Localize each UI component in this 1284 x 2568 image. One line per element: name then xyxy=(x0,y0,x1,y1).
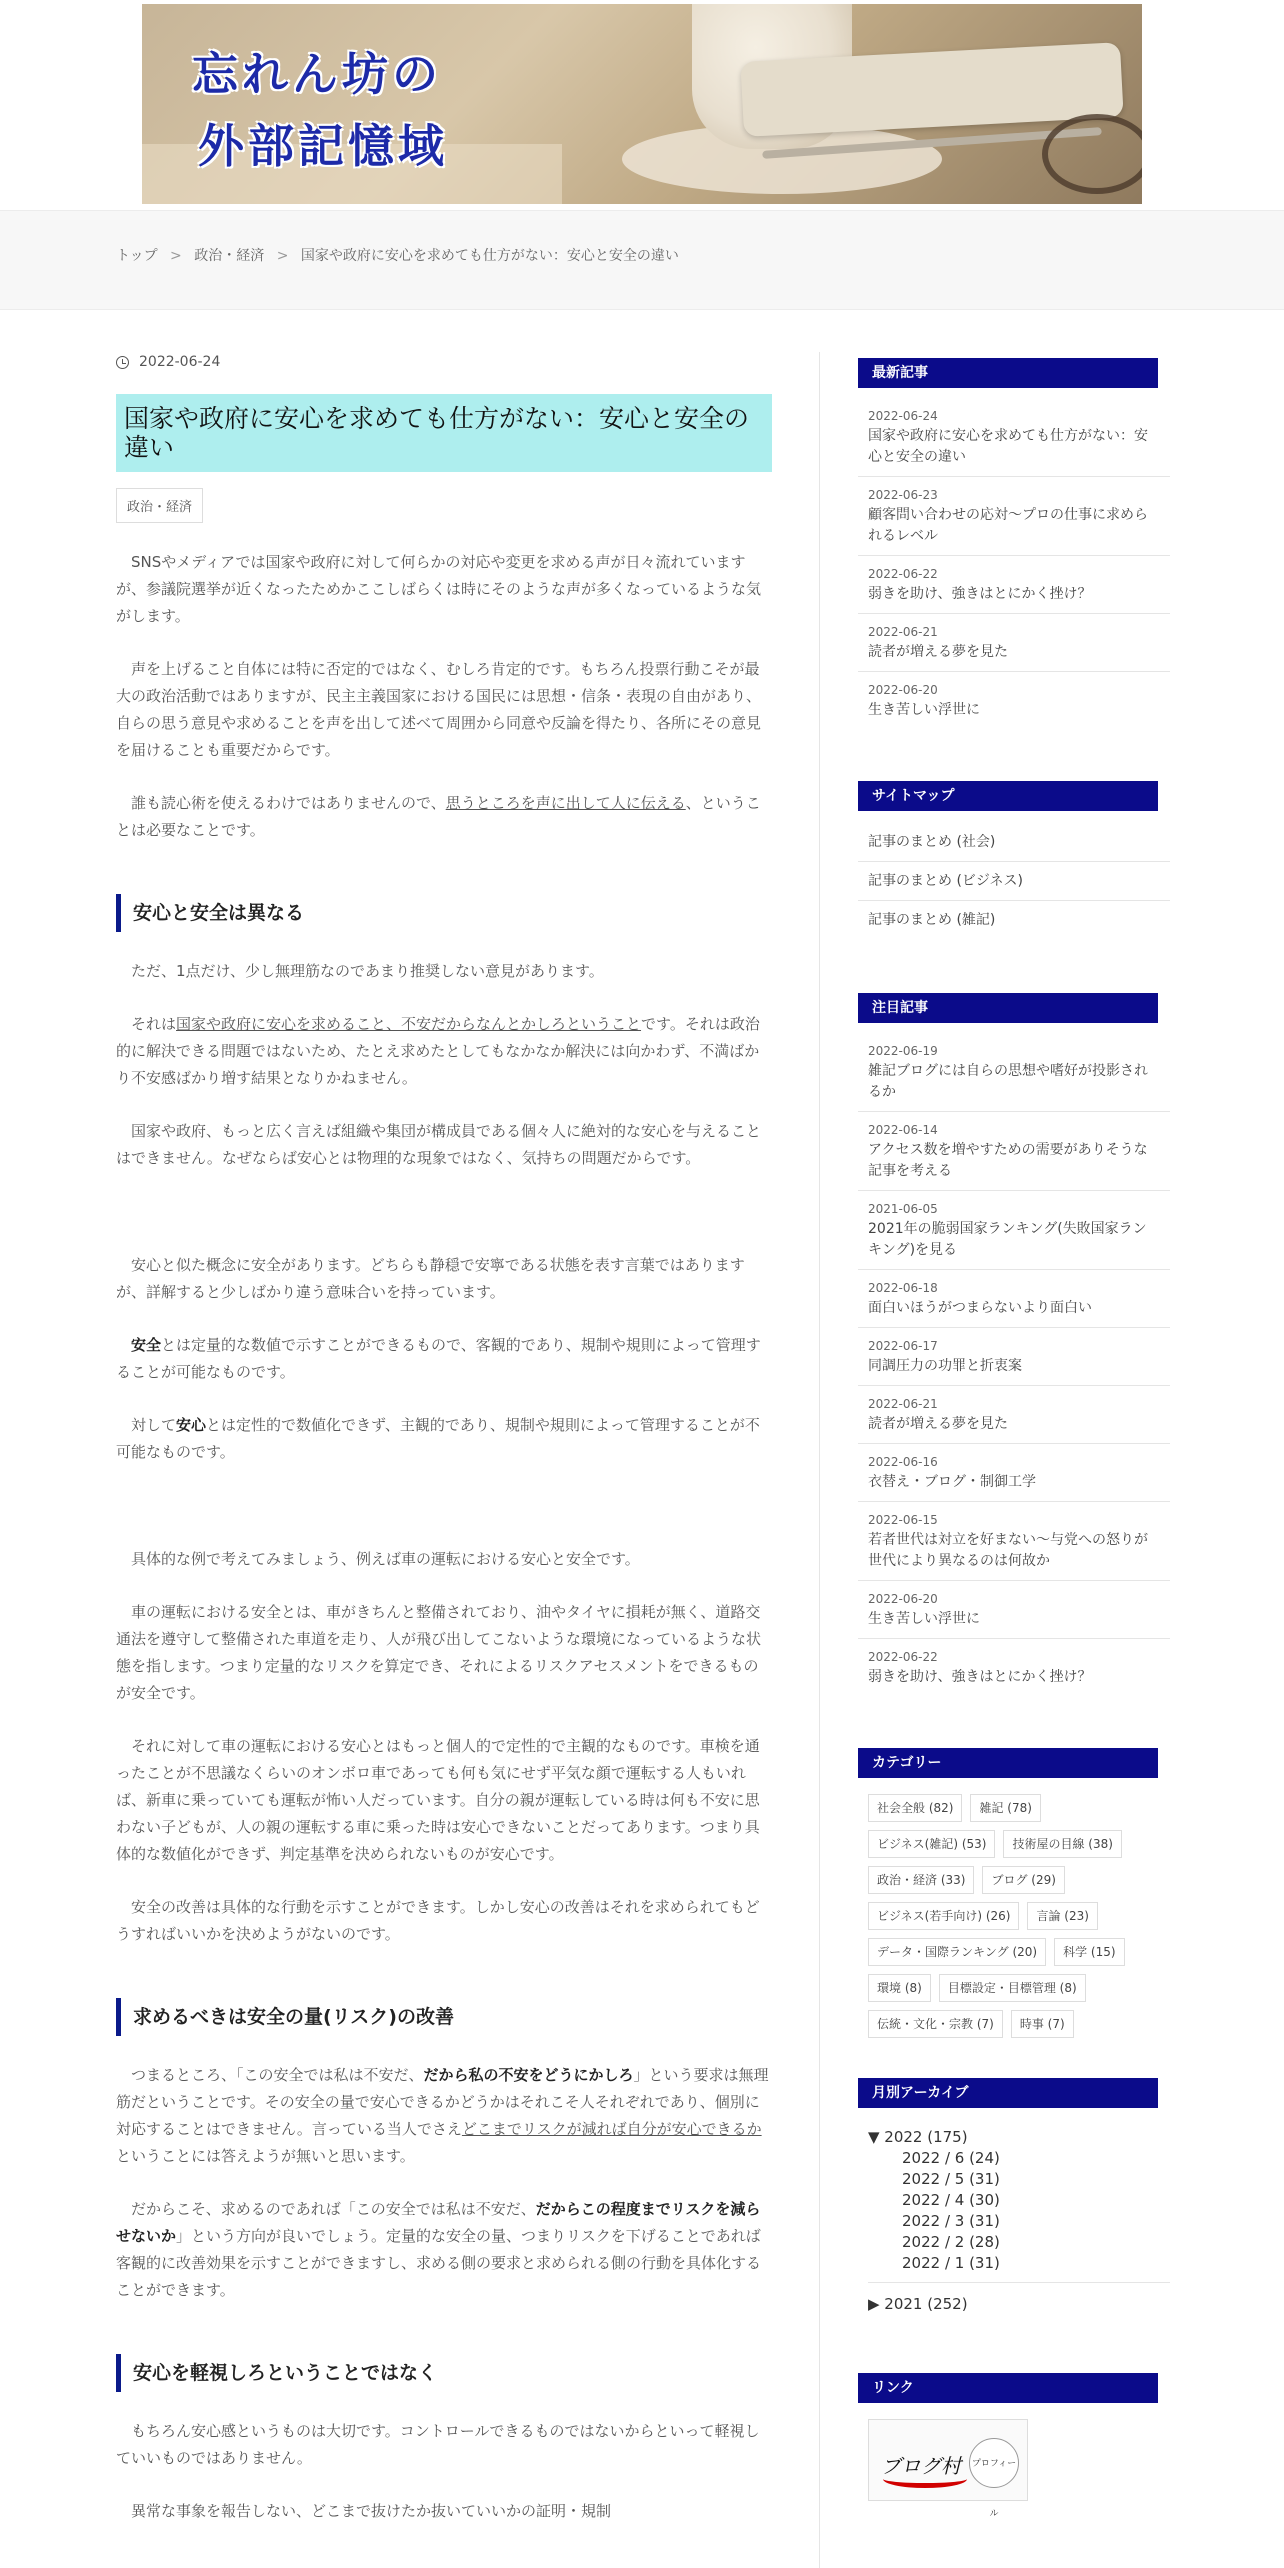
recent-post-item[interactable] xyxy=(858,614,1170,672)
section-heading: 求めるべきは安全の量(リスク)の改善 xyxy=(116,1998,772,2036)
featured-post-item[interactable] xyxy=(858,1581,1170,1639)
featured-post-title: アクセス数を増やすための需要がありそうな記事を考える xyxy=(868,1142,1148,1179)
category-tag[interactable]: 言論 (23) xyxy=(1027,1902,1097,1930)
paragraph: 具体的な例で考えてみましょう、例えば車の運転における安心と安全です。 xyxy=(131,1550,640,1568)
featured-post-date: 2021-06-05 xyxy=(868,1202,938,1216)
featured-post-title: 雑記ブログには自らの思想や嗜好が投影されるか xyxy=(868,1063,1148,1100)
category-tag[interactable]: 雑記 (78) xyxy=(970,1794,1040,1822)
section-heading: 安心を軽視しろということではなく xyxy=(116,2354,772,2392)
archive-month-link[interactable]: 2022 / 1 (31) xyxy=(902,2254,1000,2272)
paragraph: 車の運転における安全とは、車がきちんと整備されており、油やタイヤに損耗が無く、道路交通法を遵守して整備された車道を走り、人が飛び出してこないような環境になっているような状態を指します。つまり定量的なリスクを算定でき、それによるリスクアセスメントをできるものが安全です。 xyxy=(116,1603,762,1702)
underlined-text: どこまでリスクが減れば自分が安心できるか xyxy=(461,2120,762,2138)
category-tag[interactable]: 政治・経済 (33) xyxy=(868,1866,974,1894)
text: 誰も読心術を使えるわけではありませんので、 xyxy=(131,794,446,812)
sitemap-list xyxy=(858,823,1170,939)
recent-post-item[interactable] xyxy=(858,477,1170,556)
paragraph: 安心と似た概念に安全があります。どちらも静穏で安寧である状態を表す言葉ではありますが、詳解すると少しばかり違う意味合いを持っています。 xyxy=(116,1256,745,1301)
featured-post-date: 2022-06-16 xyxy=(868,1455,938,1469)
paragraph: 国家や政府、もっと広く言えば組織や集団が構成員である個々人に絶対的な安心を与えることはできません。なぜならば安心とは物理的な現象ではなく、気持ちの問題だからです。 xyxy=(116,1122,762,1167)
archive-month-link[interactable]: 2022 / 6 (24) xyxy=(902,2149,1000,2167)
section-heading: 安心と安全は異なる xyxy=(116,894,772,932)
archive-month-link[interactable]: 2022 / 2 (28) xyxy=(902,2233,1000,2251)
archive-year-group xyxy=(868,2126,1170,2283)
banner-glasses xyxy=(1042,114,1142,194)
badge-profile: プロフィール xyxy=(969,2438,1019,2488)
breadcrumb-band xyxy=(0,210,1284,310)
text: だからこそ、求めるのであれば「この安全では私は不安だ、 xyxy=(131,2200,536,2218)
text: ということには答えようが無いと思います。 xyxy=(116,2147,415,2165)
site-banner[interactable] xyxy=(142,4,1142,204)
widget-title-links: リンク xyxy=(858,2373,1158,2403)
paragraph: 安全の改善は具体的な行動を示すことができます。しかし安心の改善はそれを求められてもどうすればいいかを決めようがないのです。 xyxy=(116,1898,760,1943)
sitemap-link[interactable]: 記事のまとめ (ビジネス) xyxy=(858,862,1170,901)
featured-post-title: 2021年の脆弱国家ランキング(失敗国家ランキング)を見る xyxy=(868,1221,1147,1258)
widget-title-categories: カテゴリー xyxy=(858,1748,1158,1778)
recent-post-date: 2022-06-23 xyxy=(868,488,938,502)
featured-post-title: 面白いほうがつまらないより面白い xyxy=(868,1300,1092,1316)
category-tag[interactable]: 伝統・文化・宗教 (7) xyxy=(868,2010,1003,2038)
archive-month-link[interactable]: 2022 / 3 (31) xyxy=(902,2212,1000,2230)
breadcrumb-separator: > xyxy=(170,248,182,264)
featured-post-title: 読者が増える夢を見た xyxy=(868,1416,1008,1432)
category-tag[interactable]: 目標設定・目標管理 (8) xyxy=(939,1974,1086,2002)
logo-line-1: 忘れん坊の xyxy=(192,47,442,101)
site-logo[interactable] xyxy=(192,38,448,182)
featured-post-date: 2022-06-15 xyxy=(868,1513,938,1527)
featured-post-date: 2022-06-20 xyxy=(868,1592,938,1606)
paragraph: SNSやメディアでは国家や政府に対して何らかの対応や変更を求める声が日々流れていますが、参議院選挙が近くなったためかここしばらくは時にそのような声が多くなっているような気がします。 xyxy=(116,553,762,625)
bold-text: 安心 xyxy=(176,1416,207,1434)
featured-post-item[interactable] xyxy=(858,1328,1170,1386)
featured-post-title: 衣替え・ブログ・制御工学 xyxy=(868,1474,1036,1490)
sitemap-link[interactable]: 記事のまとめ (社会) xyxy=(858,823,1170,862)
text: それは xyxy=(131,1015,177,1033)
underlined-text: 思うところを声に出して人に伝える xyxy=(445,794,686,812)
spacer xyxy=(116,1172,772,1226)
category-tag[interactable]: ビジネス(雑記) (53) xyxy=(868,1830,995,1858)
paragraph: 異常な事象を報告しない、どこまで抜けたか抜いていいかの証明・規制 xyxy=(131,2502,612,2520)
text: です。それは政治的に解決できる問題ではないため、たとえ求めたとしてもなかなか解決には向かわず、不満ばかり不安感ばかり増す結果となりかねません。 xyxy=(116,1015,760,1087)
featured-posts-list xyxy=(858,1033,1170,1696)
recent-post-date: 2022-06-24 xyxy=(868,409,938,423)
widget-title-recent: 最新記事 xyxy=(858,358,1158,388)
breadcrumb-current: 国家や政府に安心を求めても仕方がない：安心と安全の違い xyxy=(300,248,679,264)
text: 」という要求は無理筋だということです。その安全の量で安心できるかどうかはそれこそ人それぞれであり、個別に対応することはできません。言っている当人でさえ xyxy=(116,2066,769,2138)
featured-post-item[interactable] xyxy=(858,1386,1170,1444)
recent-post-item[interactable] xyxy=(858,556,1170,614)
underlined-text: 国家や政府に安心を求めること、不安だからなんとかしろということ xyxy=(176,1015,642,1033)
sidebar xyxy=(858,358,1170,2519)
category-tag[interactable]: ブログ (29) xyxy=(982,1866,1064,1894)
category-tag-cloud xyxy=(858,1794,1168,2038)
breadcrumb-category-link[interactable]: 政治・経済 xyxy=(194,248,265,264)
recent-post-item[interactable] xyxy=(858,672,1170,729)
badge-swoosh xyxy=(883,2470,967,2488)
archive-year-toggle[interactable]: ▶ 2021 (252) xyxy=(868,2295,968,2313)
featured-post-title: 若者世代は対立を好まない～与党への怒りが世代により異なるのは何故か xyxy=(868,1532,1148,1569)
breadcrumb-home-link[interactable]: トップ xyxy=(116,248,158,264)
archive-year-toggle[interactable]: ▼ 2022 (175) xyxy=(868,2128,968,2146)
featured-post-item[interactable] xyxy=(858,1191,1170,1270)
bold-text: 安全 xyxy=(131,1336,162,1354)
recent-post-title: 弱きを助け、強きはとにかく挫け？ xyxy=(868,586,1092,602)
bold-text: だからこの程度までリスクを減らせないか xyxy=(116,2200,761,2245)
recent-post-item[interactable] xyxy=(858,398,1170,477)
clock-icon xyxy=(116,356,129,369)
text: つまるところ、「この安全では私は不安だ、 xyxy=(131,2066,424,2084)
text: 」という方向が良いでしょう。定量的な安全の量、つまりリスクを下げることであれば客観的に改善効果を示すことができますし、求める側の要求と求められる側の行動を具体化することができます。 xyxy=(116,2227,762,2299)
breadcrumb xyxy=(116,245,687,265)
text: 、ということは必要なことです。 xyxy=(116,794,761,839)
recent-post-date: 2022-06-22 xyxy=(868,567,938,581)
featured-post-title: 同調圧力の功罪と折衷案 xyxy=(868,1358,1022,1374)
post-date xyxy=(116,352,772,372)
paragraph xyxy=(116,1412,772,1466)
category-tag[interactable]: 技術屋の目線 (38) xyxy=(1003,1830,1121,1858)
text: とは定量的な数値で示すことができるもので、客観的であり、規制や規則によって管理することが可能なものです。 xyxy=(116,1336,761,1381)
category-tag[interactable]: 社会全般 (82) xyxy=(868,1794,962,1822)
paragraph xyxy=(116,2196,772,2304)
category-tag[interactable]: 環境 (8) xyxy=(868,1974,931,2002)
blogmura-badge[interactable] xyxy=(868,2419,1028,2519)
text: とは定性的で数値化できず、主観的であり、規制や規則によって管理することが不可能なものです。 xyxy=(116,1416,760,1461)
logo-line-2: 外部記憶域 xyxy=(198,119,448,173)
bold-text: だから私の不安をどうにかしろ xyxy=(423,2066,634,2084)
widget-title-sitemap: サイトマップ xyxy=(858,781,1158,811)
recent-post-title: 国家や政府に安心を求めても仕方がない：安心と安全の違い xyxy=(868,428,1148,465)
category-tag[interactable]: 時事 (7) xyxy=(1011,2010,1074,2038)
featured-post-item[interactable] xyxy=(858,1270,1170,1328)
recent-post-date: 2022-06-21 xyxy=(868,625,938,639)
post-title: 国家や政府に安心を求めても仕方がない：安心と安全の違い xyxy=(116,394,772,472)
paragraph: もちろん安心感というものは大切です。コントロールできるものではないからといって軽視していいものではありません。 xyxy=(116,2422,760,2467)
recent-post-date: 2022-06-20 xyxy=(868,683,938,697)
badge-text: ブログ村 xyxy=(881,2454,961,2478)
featured-post-item[interactable] xyxy=(858,1112,1170,1191)
featured-post-item[interactable] xyxy=(858,1502,1170,1581)
recent-post-title: 生き苦しい浮世に xyxy=(868,702,980,718)
archive-month-link[interactable]: 2022 / 5 (31) xyxy=(902,2170,1000,2188)
featured-post-title: 生き苦しい浮世に xyxy=(868,1611,980,1627)
column-divider xyxy=(819,352,820,2568)
widget-title-archive: 月別アーカイブ xyxy=(858,2078,1158,2108)
featured-post-date: 2022-06-21 xyxy=(868,1397,938,1411)
recent-post-title: 読者が増える夢を見た xyxy=(868,644,1008,660)
featured-post-date: 2022-06-19 xyxy=(868,1044,938,1058)
text: 対して xyxy=(131,1416,177,1434)
featured-post-item[interactable] xyxy=(858,1033,1170,1112)
archive-month-link[interactable]: 2022 / 4 (30) xyxy=(902,2191,1000,2209)
recent-post-title: 顧客問い合わせの応対～プロの仕事に求められるレベル xyxy=(868,507,1148,544)
sitemap-link[interactable]: 記事のまとめ (雑記) xyxy=(868,912,996,928)
paragraph xyxy=(116,790,772,844)
widget-title-featured: 注目記事 xyxy=(858,993,1158,1023)
featured-post-date: 2022-06-18 xyxy=(868,1281,938,1295)
breadcrumb-separator: > xyxy=(276,248,289,264)
featured-post-title: 弱きを助け、強きはとにかく挫け？ xyxy=(868,1669,1092,1685)
paragraph xyxy=(116,1332,772,1386)
featured-post-date: 2022-06-22 xyxy=(868,1650,938,1664)
post-category-tag[interactable]: 政治・経済 xyxy=(116,488,203,523)
paragraph: ただ、1点だけ、少し無理筋なのであまり推奨しない意見があります。 xyxy=(131,962,604,980)
article xyxy=(116,352,772,2525)
category-tag[interactable]: データ・国際ランキング (20) xyxy=(868,1938,1046,1966)
post-date-text: 2022-06-24 xyxy=(139,354,221,370)
featured-post-date: 2022-06-14 xyxy=(868,1123,938,1137)
paragraph xyxy=(116,1011,772,1092)
recent-posts-list xyxy=(858,398,1170,729)
paragraph xyxy=(116,2062,772,2170)
monthly-archive xyxy=(858,2126,1170,2315)
paragraph: それに対して車の運転における安心とはもっと個人的で定性的で主観的なものです。車検を通ったことが不思議なくらいのオンボロ車であっても何も気にせず平気な顔で運転する人もいれば、新車に乗っていても運転が怖い人だっています。自分の親が運転している時は何も不安に思わない子どもが、人の親の運転する車に乗った時は安心できないことだってあります。つまり具体的な数値化ができず、判定基準を決められないものが安心です。 xyxy=(116,1737,760,1863)
featured-post-item[interactable] xyxy=(858,1639,1170,1696)
featured-post-item[interactable] xyxy=(858,1444,1170,1502)
spacer xyxy=(116,1466,772,1520)
category-tag[interactable]: ビジネス(若手向け) (26) xyxy=(868,1902,1019,1930)
paragraph: 声を上げること自体には特に否定的ではなく、むしろ肯定的です。もちろん投票行動こそが最大の政治活動ではありますが、民主主義国家における国民には思想・信条・表現の自由があり、自らの思う意見や求めることを声を出して述べて周囲から同意や反論を得たり、各所にその意見を届けることも重要だからです。 xyxy=(116,660,762,759)
site-header xyxy=(0,0,1284,210)
featured-post-date: 2022-06-17 xyxy=(868,1339,938,1353)
category-tag[interactable]: 科学 (15) xyxy=(1054,1938,1124,1966)
